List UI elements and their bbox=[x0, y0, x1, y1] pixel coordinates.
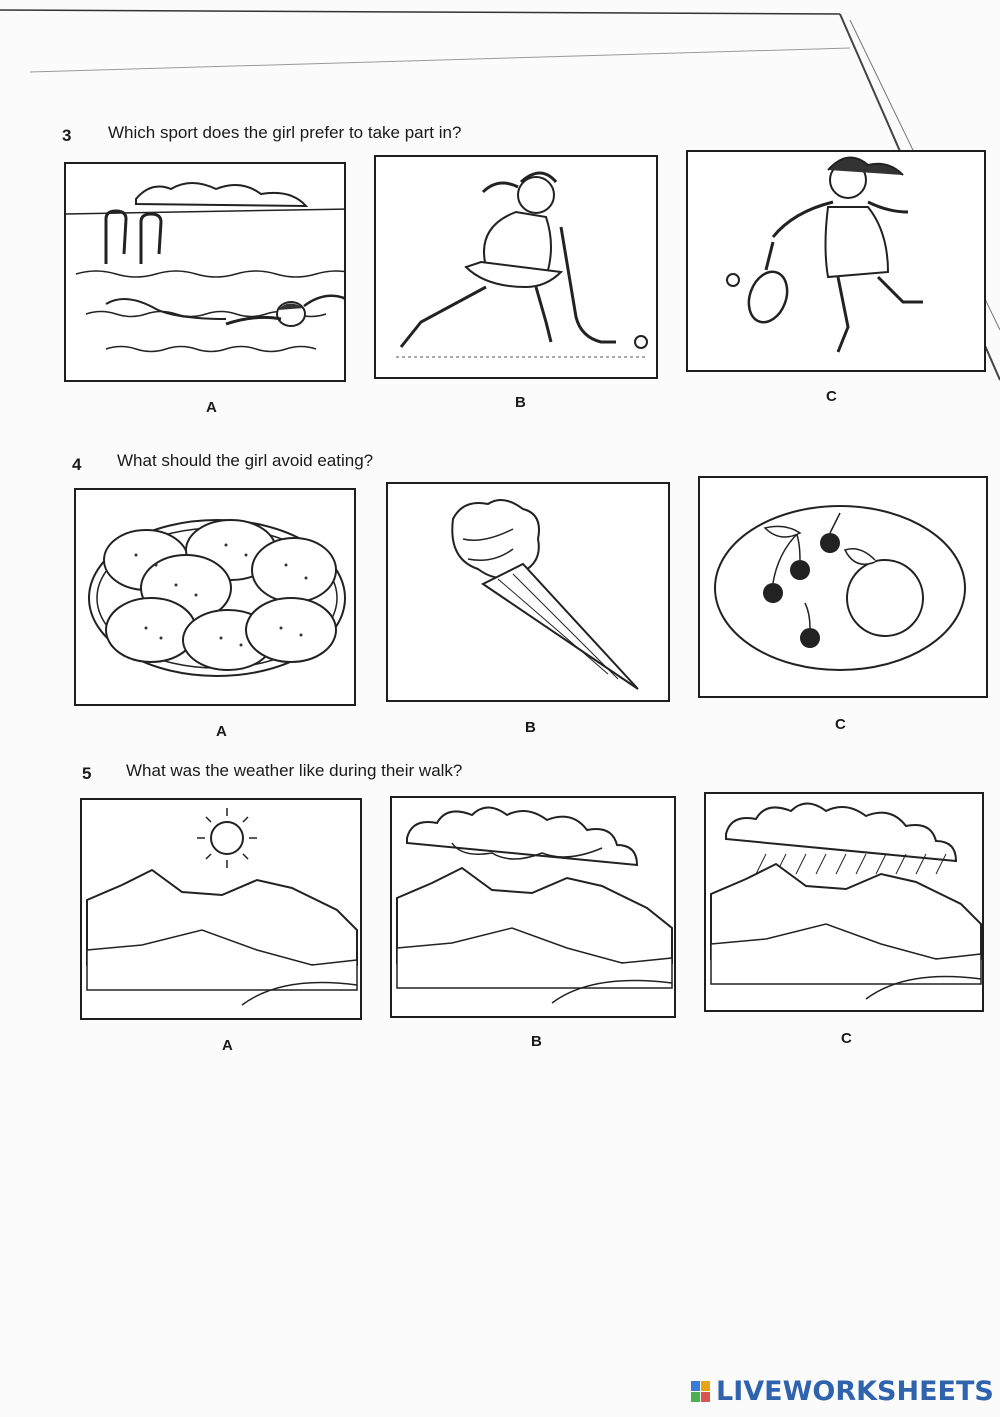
question-text: What was the weather like during their walk? bbox=[126, 761, 463, 780]
plate-of-biscuits-picture[interactable] bbox=[74, 488, 356, 706]
rainy-mountains-picture[interactable] bbox=[704, 792, 984, 1012]
rain-mountains-icon bbox=[706, 794, 984, 1012]
option-label: A bbox=[222, 1037, 233, 1054]
ice-cream-cone-picture[interactable] bbox=[386, 482, 670, 702]
option-label: B bbox=[525, 719, 536, 736]
fruit-icon bbox=[700, 478, 988, 698]
option-label: C bbox=[826, 388, 837, 405]
tennis-girl-picture[interactable] bbox=[686, 150, 986, 372]
question-number: 4 bbox=[72, 455, 82, 474]
liveworksheets-logo-icon bbox=[690, 1379, 712, 1405]
hockey-icon bbox=[376, 157, 658, 379]
option-label: C bbox=[841, 1030, 852, 1047]
plate-of-fruit-picture[interactable] bbox=[698, 476, 988, 698]
swimming-icon bbox=[66, 164, 346, 382]
option-label: A bbox=[216, 723, 227, 740]
liveworksheets-logo bbox=[690, 1376, 994, 1407]
question-number: 3 bbox=[62, 126, 72, 145]
liveworksheets-brand: LIVEWORKSHEETS bbox=[716, 1376, 994, 1407]
cloudy-mountains-picture[interactable] bbox=[390, 796, 676, 1018]
biscuits-icon bbox=[76, 490, 356, 706]
option-label: A bbox=[206, 399, 217, 416]
sunny-mountains-picture[interactable] bbox=[80, 798, 362, 1020]
tennis-icon bbox=[688, 152, 986, 372]
ice-cream-icon bbox=[388, 484, 670, 702]
option-label: B bbox=[531, 1033, 542, 1050]
question-number: 5 bbox=[82, 764, 92, 783]
hockey-girl-picture[interactable] bbox=[374, 155, 658, 379]
question-text: Which sport does the girl prefer to take part in? bbox=[108, 123, 462, 142]
option-label: B bbox=[515, 394, 526, 411]
cloud-mountains-icon bbox=[392, 798, 676, 1018]
sun-mountains-icon bbox=[82, 800, 362, 1020]
swimming-girl-picture[interactable] bbox=[64, 162, 346, 382]
question-text: What should the girl avoid eating? bbox=[117, 451, 374, 470]
option-label: C bbox=[835, 716, 846, 733]
